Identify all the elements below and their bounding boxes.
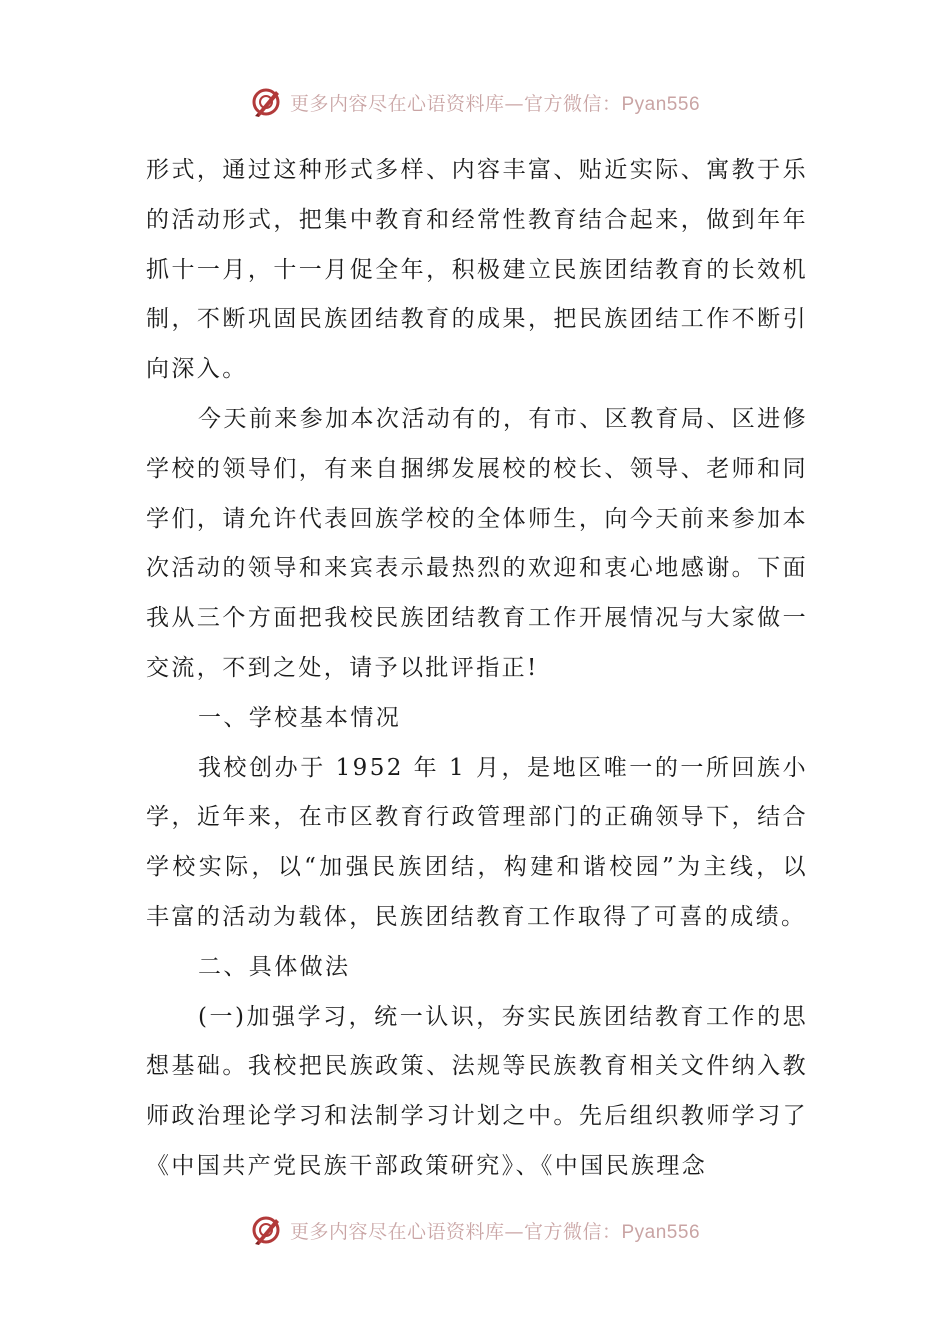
footer-banner — [0, 1210, 950, 1250]
document-body — [146, 146, 808, 1192]
paragraph-welcome: 今天前来参加本次活动有的，有市、区教育局、区进修学校的领导们，有来自捆绑发展校的校长、领导、老师和同学们，请允许代表回族学校的全体师生，向今天前来参加本次活动的领导和来宾表示最热烈的欢迎和衷心地感谢。下面我从三个方面把我校民族团结教育工作开展情况与大家做一交流，不到之处，请予以批评指正! — [146, 405, 808, 681]
section-heading-school-info: 一、学校基本情况 — [198, 704, 402, 731]
paragraph-methods: (一)加强学习，统一认识，夯实民族团结教育工作的思想基础。我校把民族政策、法规等民族教育相关文件纳入教师政治理论学习和法制学习计划之中。先后组织教师学习了《中国共产党民族干部政策研究》、《中国民族理念 — [146, 1003, 808, 1179]
header-banner-text: 更多内容尽在心语资料库—官方微信：Pyan556 — [289, 92, 701, 115]
header-banner — [0, 82, 950, 122]
pen-circle-logo-icon — [250, 1213, 284, 1247]
paragraph-school-info: 我校创办于 1952 年 1 月，是地区唯一的一所回族小学，近年来，在市区教育行政管理部门的正确领导下，结合学校实际，以“加强民族团结，构建和谐校园”为主线，以丰富的活动为载体，民族团结教育工作取得了可喜的成绩。 — [146, 754, 808, 930]
pen-circle-logo-icon — [250, 85, 284, 119]
paragraph-continuation: 形式，通过这种形式多样、内容丰富、贴近实际、寓教于乐的活动形式，把集中教育和经常性教育结合起来，做到年年抓十一月，十一月促全年，积极建立民族团结教育的长效机制，不断巩固民族团结教育的成果，把民族团结工作不断引向深入。 — [146, 157, 808, 383]
section-heading-methods: 二、具体做法 — [198, 953, 351, 980]
footer-banner-text: 更多内容尽在心语资料库—官方微信：Pyan556 — [289, 1220, 701, 1243]
